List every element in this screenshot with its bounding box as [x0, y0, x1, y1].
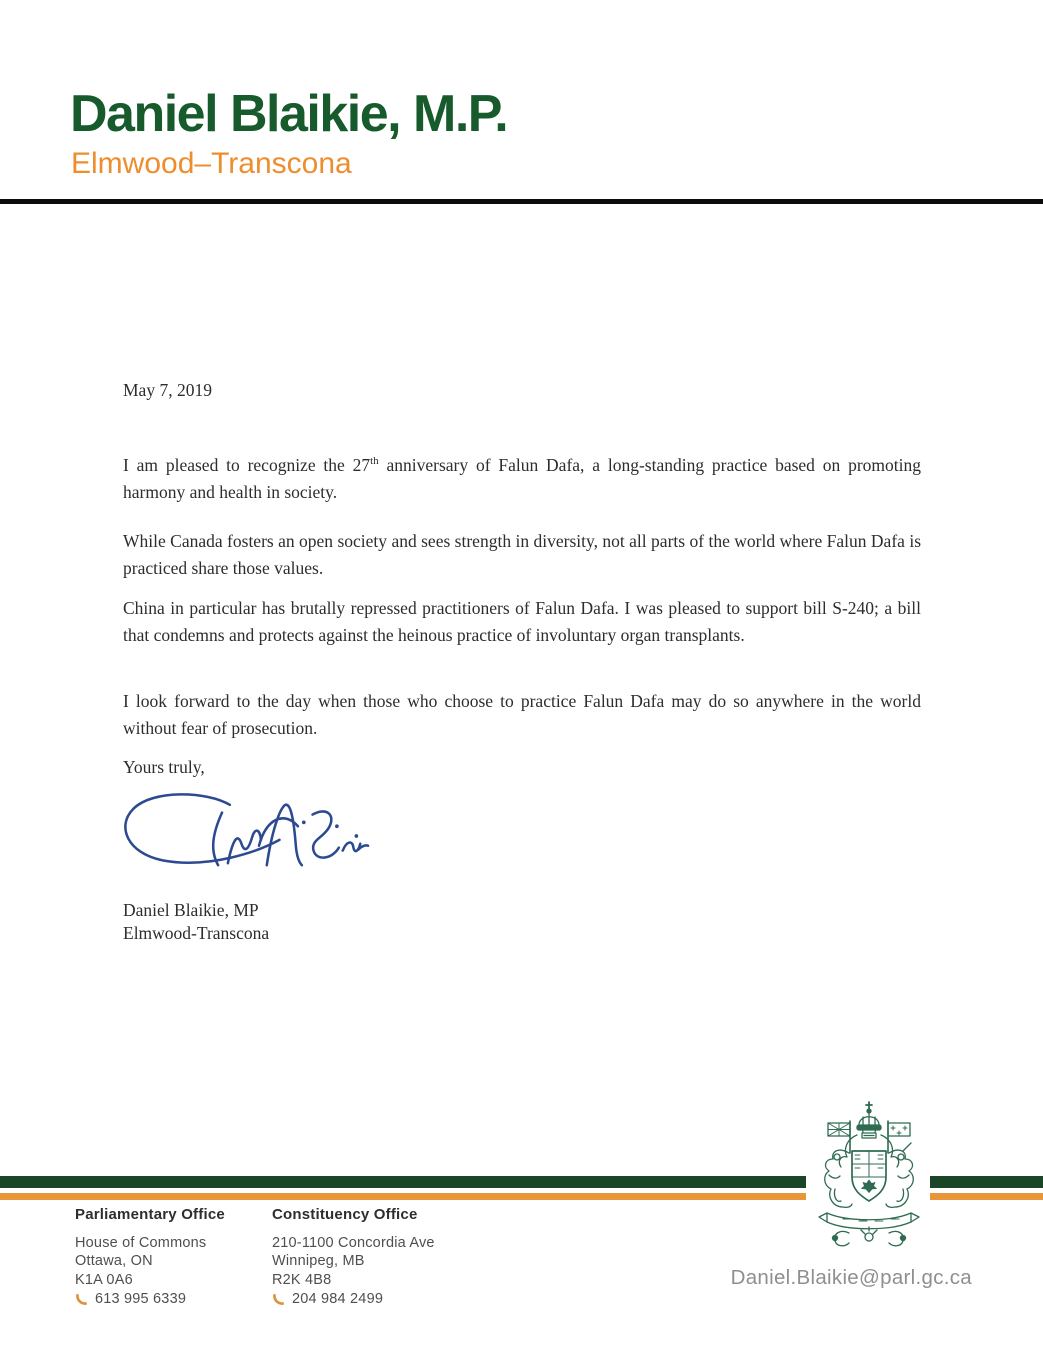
footer-orange-bar-left — [0, 1193, 806, 1200]
office-address-line: R2K 4B8 — [272, 1271, 332, 1288]
footer-green-bar-right — [930, 1176, 1043, 1188]
parliamentary-office-block — [75, 1206, 225, 1309]
office-address-line: Ottawa, ON — [75, 1253, 153, 1269]
office-phone-number: 204 984 2499 — [292, 1291, 384, 1307]
letter-paragraph-2: While Canada fosters an open society and sees strength in diversity, not all parts of the world where Falun Dafa is practiced share those values. — [123, 531, 921, 578]
office-address-line: K1A 0A6 — [75, 1271, 133, 1288]
signature-printed-name: Daniel Blaikie, MP — [123, 900, 259, 920]
office-address-line: 210-1100 Concordia Ave — [272, 1234, 435, 1251]
paragraph-1-text-end: anniversary of Falun Dafa, a long-standing practice based on promoting harmony and health in society. — [123, 455, 921, 502]
office-address-line: Winnipeg, MB — [272, 1253, 365, 1269]
footer-orange-bar-right — [930, 1193, 1043, 1200]
constituency-office-block — [272, 1206, 435, 1309]
letter-paragraph-1 — [123, 452, 921, 505]
phone-icon — [75, 1293, 88, 1306]
header-divider-rule — [0, 199, 1043, 204]
email-address: Daniel.Blaikie@parl.gc.ca — [730, 1266, 972, 1289]
office-phone-row — [75, 1290, 225, 1309]
letter-closing: Yours truly, — [123, 757, 205, 777]
office-address-line: House of Commons — [75, 1234, 207, 1251]
mp-name-title: Daniel Blaikie, M.P. — [70, 85, 508, 143]
paragraph-1-text-start: I am pleased to recognize the 27 — [123, 455, 371, 475]
phone-icon — [272, 1293, 285, 1306]
coat-of-arms-icon — [813, 1101, 925, 1249]
letter-paragraph-4: I look forward to the day when those who choose to practice Falun Dafa may do so anywhere in the world without fear of prosecution. — [123, 691, 921, 738]
signature-icon — [112, 788, 370, 883]
signature-printed-riding: Elmwood-Transcona — [123, 923, 270, 943]
mp-riding-subtitle: Elmwood–Transcona — [71, 147, 352, 180]
office-phone-row — [272, 1290, 435, 1309]
footer-green-bar-left — [0, 1176, 806, 1188]
office-phone-number: 613 995 6339 — [95, 1291, 187, 1307]
letter-paragraph-3: China in particular has brutally repressed practitioners of Falun Dafa. I was pleased to support bill S-240; a bill that condemns and protects against the heinous practice of involuntary organ transplants. — [123, 598, 921, 645]
ordinal-superscript: th — [370, 455, 379, 468]
letter-date: May 7, 2019 — [123, 380, 212, 400]
parliamentary-office-title: Parliamentary Office — [75, 1206, 225, 1223]
constituency-office-title: Constituency Office — [272, 1206, 418, 1223]
